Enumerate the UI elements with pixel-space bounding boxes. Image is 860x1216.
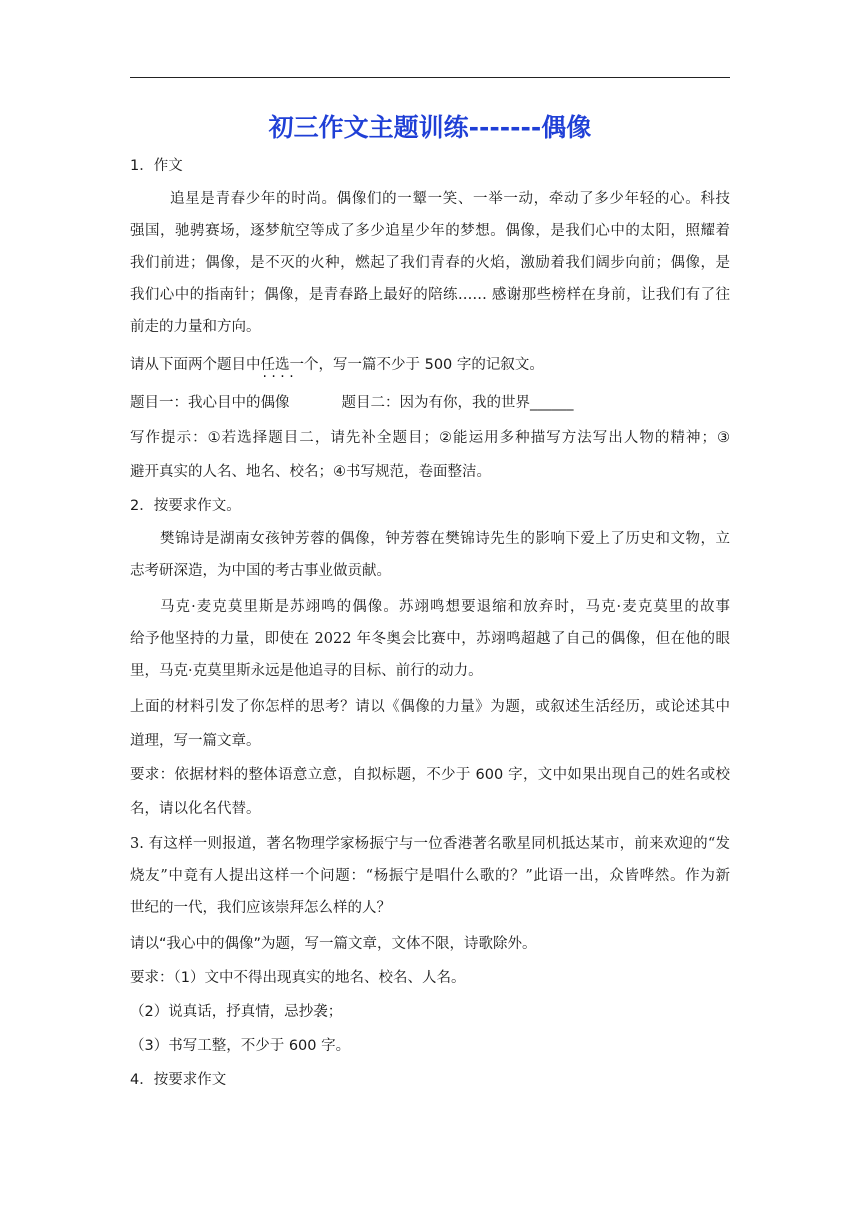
q4-heading: 4．按要求作文 xyxy=(130,1072,227,1088)
q2-para2-line-2: 给予他坚持的力量，即使在 2022 年冬奥会比赛中，苏翊鸣超越了自己的偶像，但在他的眼 xyxy=(130,631,730,647)
q1-topics-line xyxy=(130,393,574,413)
q1-choose-emphasis: 任选一个 · · xyxy=(261,355,319,375)
q1-choose-before: 请从下面两个题目中 xyxy=(130,357,261,373)
q1-heading: 1．作文 xyxy=(130,158,183,174)
q3-para-line-2: 烧友”中竟有人提出这样一个问题：“杨振宁是唱什么歌的？”此语一出，众皆哗然。作为新 xyxy=(130,868,730,884)
document-title: 初三作文主题训练-------偶像 xyxy=(268,113,592,142)
q1-para-line-5: 前走的力量和方向。 xyxy=(130,319,261,335)
q1-para-line-4: 我们心中的指南针；偶像，是青春路上最好的陪练…… 感谢那些榜样在身前，让我们有了往 xyxy=(130,287,730,303)
q2-para2-line-3: 里，马克·克莫里斯永远是他追寻的目标、前行的动力。 xyxy=(130,663,483,679)
q3-para-line-1: 3. 有这样一则报道，著名物理学家杨振宁与一位香港著名歌星同机抵达某市，前来欢迎的“发 xyxy=(130,836,730,852)
q1-tips-line-1: 写作提示：①若选择题目二，请先补全题目；②能运用多种描写方法写出人物的精神；③ xyxy=(130,430,730,446)
header-rule xyxy=(130,77,730,78)
q2-heading: 2．按要求作文。 xyxy=(130,498,241,514)
q3-req-2: （2）说真话，抒真情，忌抄袭； xyxy=(130,1004,343,1020)
q1-topic-2: 题目二：因为有你，我的世界______ xyxy=(341,395,574,411)
q1-tips-line-2: 避开真实的人名、地名、校名；④书写规范，卷面整洁。 xyxy=(130,464,491,480)
q2-para1-line-1: 樊锦诗是湖南女孩钟芳蓉的偶像，钟芳蓉在樊锦诗先生的影响下爱上了历史和文物，立 xyxy=(160,531,730,547)
q1-para-line-1: 追星是青春少年的时尚。偶像们的一颦一笑、一举一动，牵动了多少年轻的心。科技 xyxy=(170,191,730,207)
q2-req-line-1: 要求：依据材料的整体语意立意，自拟标题，不少于 600 字，文中如果出现自己的姓名或校 xyxy=(130,767,730,783)
q2-prompt-line-1: 上面的材料引发了你怎样的思考？请以《偶像的力量》为题，或叙述生活经历，或论述其中 xyxy=(130,699,730,715)
q2-para2-line-1: 马克·麦克莫里斯是苏翊鸣的偶像。苏翊鸣想要退缩和放弃时，马克·麦克莫里的故事 xyxy=(160,599,730,615)
q3-req-3: （3）书写工整，不少于 600 字。 xyxy=(130,1038,351,1054)
q1-para-line-3: 我们前进；偶像，是不灭的火种，燃起了我们青春的火焰，激励着我们阔步向前；偶像，是 xyxy=(130,255,730,271)
q1-choose-after: ，写一篇不少于 500 字的记叙文。 xyxy=(318,357,544,373)
q1-para-line-2: 强国，驰骋赛场，逐梦航空等成了多少追星少年的梦想。偶像，是我们心中的太阳，照耀着 xyxy=(130,223,730,239)
q2-req-line-2: 名，请以化名代替。 xyxy=(130,801,261,817)
q2-prompt-line-2: 道理，写一篇文章。 xyxy=(130,733,261,749)
q3-req-1: 要求：（1）文中不得出现真实的地名、校名、人名。 xyxy=(130,970,466,986)
q1-choose-line xyxy=(130,355,544,375)
q3-para-line-3: 世纪的一代，我们应该崇拜怎么样的人？ xyxy=(130,900,391,916)
q1-topic-1: 题目一：我心目中的偶像 xyxy=(130,395,290,411)
q3-prompt: 请以“我心中的偶像”为题，写一篇文章，文体不限，诗歌除外。 xyxy=(130,936,537,952)
q2-para1-line-2: 志考研深造，为中国的考古事业做贡献。 xyxy=(130,563,391,579)
